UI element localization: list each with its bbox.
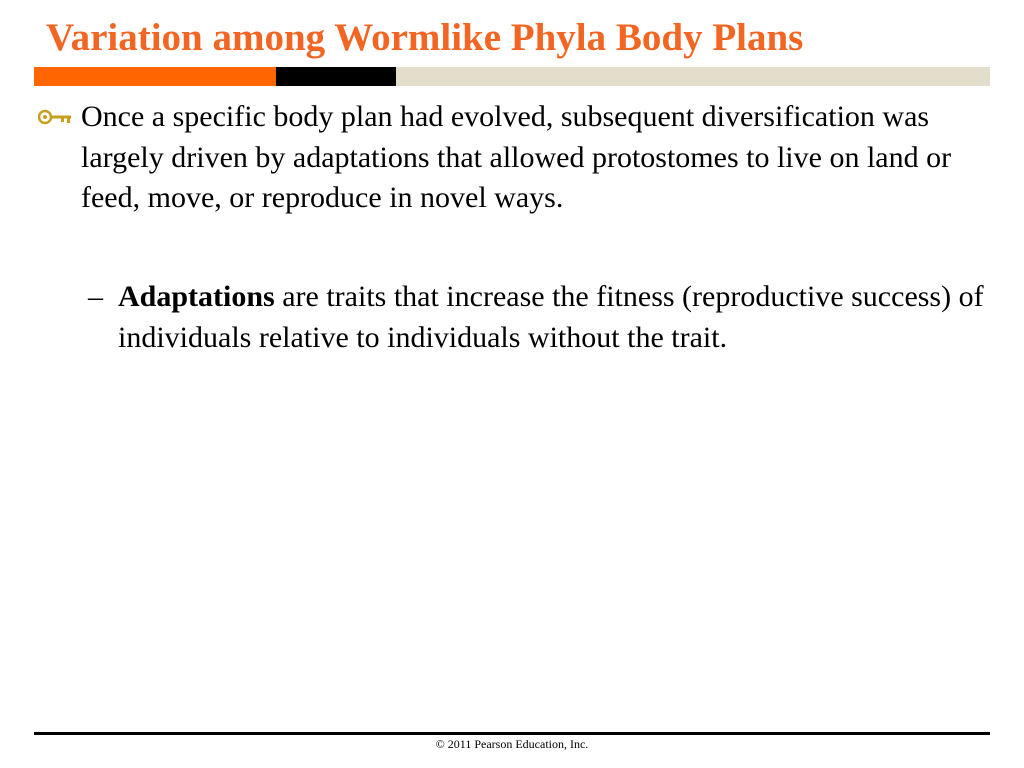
sub-bullet-dash: – <box>88 280 103 313</box>
footer-divider <box>34 732 990 735</box>
slide-title: Variation among Wormlike Phyla Body Plans <box>46 16 804 59</box>
sub-bullet-text <box>118 277 988 358</box>
sub-bullet-definition: are traits that increase the fitness (reproductive success) of individuals relative to individuals without the trait. <box>118 280 984 354</box>
copyright-footer: © 2011 Pearson Education, Inc. <box>435 737 589 751</box>
bullet-text: Once a specific body plan had evolved, subsequent diversification was largely driven by adaptations that allowed protostomes to live on land or feed, move, or reproduce in novel ways. <box>81 100 952 214</box>
sub-bullet-term: Adaptations <box>118 280 275 313</box>
key-icon <box>38 109 72 125</box>
